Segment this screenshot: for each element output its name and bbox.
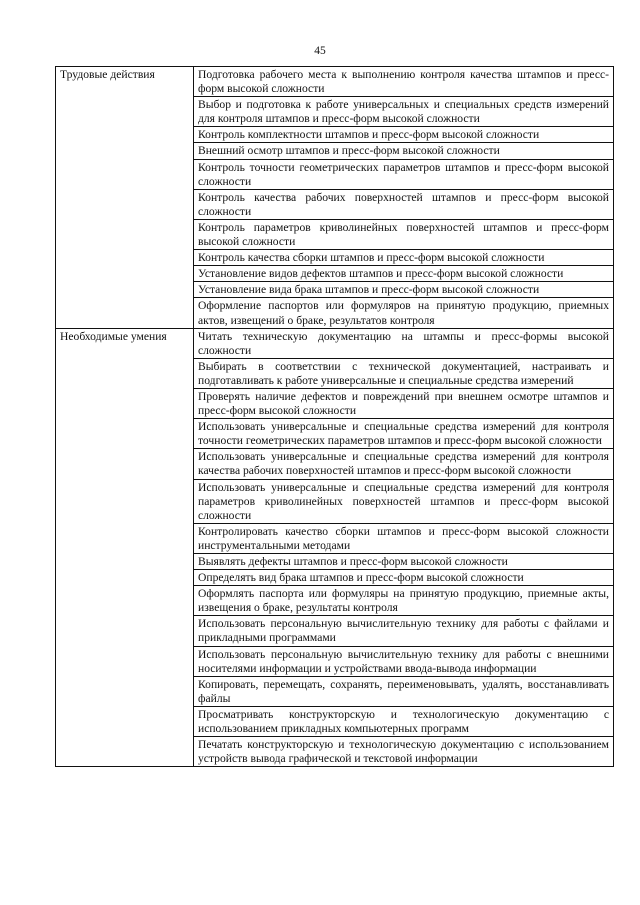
requirement-item: Проверять наличие дефектов и повреждений при внешнем осмотре штампов и пресс-форм высокой сложности bbox=[194, 388, 614, 418]
requirement-item: Установление вида брака штампов и пресс-форм высокой сложности bbox=[194, 282, 614, 298]
section-label-required-skills: Необходимые умения bbox=[56, 328, 194, 767]
requirement-item: Просматривать конструкторскую и технологическую документацию с использованием прикладных компьютерных программ bbox=[194, 706, 614, 736]
requirement-item: Определять вид брака штампов и пресс-форм высокой сложности bbox=[194, 570, 614, 586]
requirement-item: Использовать универсальные и специальные средства измерений для контроля точности геометрических параметров штампов и пресс-форм высокой сложности bbox=[194, 419, 614, 449]
requirement-item: Контроль качества сборки штампов и пресс-форм высокой сложности bbox=[194, 250, 614, 266]
requirement-item: Выявлять дефекты штампов и пресс-форм высокой сложности bbox=[194, 554, 614, 570]
requirement-item: Использовать универсальные и специальные средства измерений для контроля качества рабочих поверхностей штампов и пресс-форм высокой сложности bbox=[194, 449, 614, 479]
table-row bbox=[56, 328, 614, 358]
requirement-item: Выбирать в соответствии с технической документацией, настраивать и подготавливать к работе универсальные и специальные средства измерений bbox=[194, 358, 614, 388]
requirement-item: Использовать универсальные и специальные средства измерений для контроля параметров криволинейных поверхностей штампов и пресс-форм высокой сложности bbox=[194, 479, 614, 523]
requirement-item: Контроль комплектности штампов и пресс-форм высокой сложности bbox=[194, 127, 614, 143]
table-body bbox=[56, 67, 614, 767]
requirement-item: Подготовка рабочего места к выполнению контроля качества штампов и пресс-форм высокой сложности bbox=[194, 67, 614, 97]
requirement-item: Внешний осмотр штампов и пресс-форм высокой сложности bbox=[194, 143, 614, 159]
requirement-item: Копировать, перемещать, сохранять, переименовывать, удалять, восстанавливать файлы bbox=[194, 676, 614, 706]
requirement-item: Использовать персональную вычислительную технику для работы с файлами и прикладными программами bbox=[194, 616, 614, 646]
requirement-item: Выбор и подготовка к работе универсальных и специальных средств измерений для контроля штампов и пресс-форм высокой сложности bbox=[194, 97, 614, 127]
requirement-item: Оформлять паспорта или формуляры на принятую продукцию, приемные акты, извещения о браке, результаты контроля bbox=[194, 586, 614, 616]
section-label-labor-actions: Трудовые действия bbox=[56, 67, 194, 329]
requirement-item: Установление видов дефектов штампов и пресс-форм высокой сложности bbox=[194, 266, 614, 282]
requirement-item: Оформление паспортов или формуляров на принятую продукцию, приемных актов, извещений о браке, результатов контроля bbox=[194, 298, 614, 328]
table-row bbox=[56, 67, 614, 97]
page-number: 45 bbox=[314, 45, 326, 57]
requirement-item: Использовать персональную вычислительную технику для работы с внешними носителями информации и устройствами ввода-вывода информации bbox=[194, 646, 614, 676]
requirement-item: Контроль точности геометрических параметров штампов и пресс-форм высокой сложности bbox=[194, 159, 614, 189]
requirement-item: Печатать конструкторскую и технологическую документацию с использованием устройств вывода графической и текстовой информации bbox=[194, 737, 614, 767]
requirement-item: Контроль параметров криволинейных поверхностей штампов и пресс-форм высокой сложности bbox=[194, 219, 614, 249]
requirement-item: Читать техническую документацию на штампы и пресс-формы высокой сложности bbox=[194, 328, 614, 358]
requirement-item: Контроль качества рабочих поверхностей штампов и пресс-форм высокой сложности bbox=[194, 189, 614, 219]
requirement-item: Контролировать качество сборки штампов и пресс-форм высокой сложности инструментальными методами bbox=[194, 523, 614, 553]
requirements-table bbox=[55, 66, 614, 767]
